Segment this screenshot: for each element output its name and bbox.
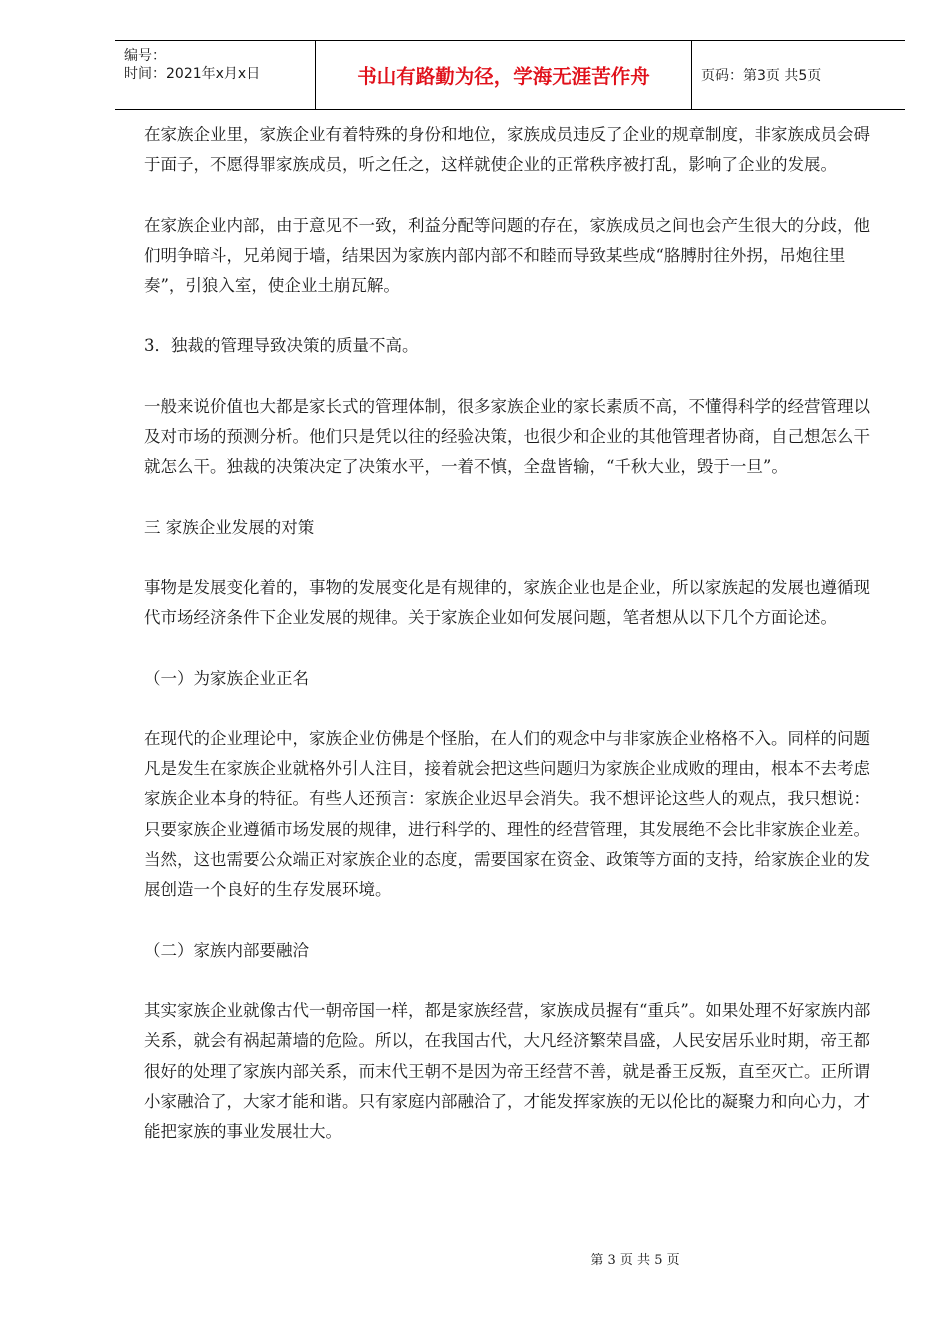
paragraph: 其实家族企业就像古代一朝帝国一样，都是家族经营，家族成员握有“重兵”。如果处理不好家族内部关系，就会有祸起萧墙的危险。所以，在我国古代，大凡经济繁荣昌盛，人民安居乐业时期，帝王都很好的处理了家族内部关系，而末代王朝不是因为帝王经营不善，就是番王反叛，直至灭亡。正所谓小家融洽了，大家才能和谐。只有家庭内部融洽了，才能发挥家族的无以伦比的凝聚力和向心力，才能把家族的事业发展壮大。: [144, 1000, 871, 1142]
section-heading: 3．独裁的管理导致决策的质量不高。: [144, 336, 419, 356]
section-heading: 三 家族企业发展的对策: [144, 517, 315, 537]
header-meta-cell: [115, 41, 316, 109]
paragraph: 事物是发展变化着的，事物的发展变化是有规律的，家族企业也是企业，所以家族起的发展也遵循现代市场经济条件下企业发展的规律。关于家族企业如何发展问题，笔者想从以下几个方面论述。: [144, 577, 870, 628]
section-heading: （二）家族内部要融洽: [144, 940, 309, 960]
paragraph: 在家族企业里，家族企业有着特殊的身份和地位，家族成员违反了企业的规章制度，非家族成员会碍于面子，不愿得罪家族成员，听之任之，这样就使企业的正常秩序被打乱，影响了企业的发展。: [144, 125, 870, 175]
number-label: 编号：: [124, 48, 166, 64]
document-body: [144, 120, 876, 1147]
paragraph: 在现代的企业理论中，家族企业仿佛是个怪胎，在人们的观念中与非家族企业格格不入。同样的问题凡是发生在家族企业就格外引人注目，接着就会把这些问题归为家族企业成败的理由，根本不去考虑家族企业本身的特征。有些人还预言：家族企业迟早会消失。我不想评论这些人的观点，我只想说：只要家族企业遵循市场发展的规律，进行科学的、理性的经营管理，其发展绝不会比非家族企业差。当然，这也需要公众端正对家族企业的态度，需要国家在资金、政策等方面的支持，给家族企业的发展创造一个良好的生存发展环境。: [144, 728, 870, 900]
header-table: [115, 40, 905, 110]
header-page-info: 页码：第3页 共5页: [701, 68, 822, 84]
time-label: 时间：2021年x月x日: [124, 66, 261, 82]
header-motto: 书山有路勤为径，学海无涯苦作舟: [316, 41, 692, 109]
page-footer: 第 3 页 共 5 页: [590, 1253, 680, 1268]
section-heading: （一）为家族企业正名: [144, 668, 309, 688]
paragraph: 一般来说价值也大都是家长式的管理体制，很多家族企业的家长素质不高，不懂得科学的经营管理以及对市场的预测分析。他们只是凭以往的经验决策，也很少和企业的其他管理者协商，自己想怎么干就怎么干。独裁的决策决定了决策水平，一着不慎，全盘皆输，“千秋大业，毁于一旦”。: [144, 396, 870, 477]
paragraph: 在家族企业内部，由于意见不一致，利益分配等问题的存在，家族成员之间也会产生很大的分歧，他们明争暗斗，兄弟阋于墙，结果因为家族内部内部不和睦而导致某些成“胳膊肘往外拐，吊炮往里奏”，引狼入室，使企业土崩瓦解。: [144, 215, 870, 296]
